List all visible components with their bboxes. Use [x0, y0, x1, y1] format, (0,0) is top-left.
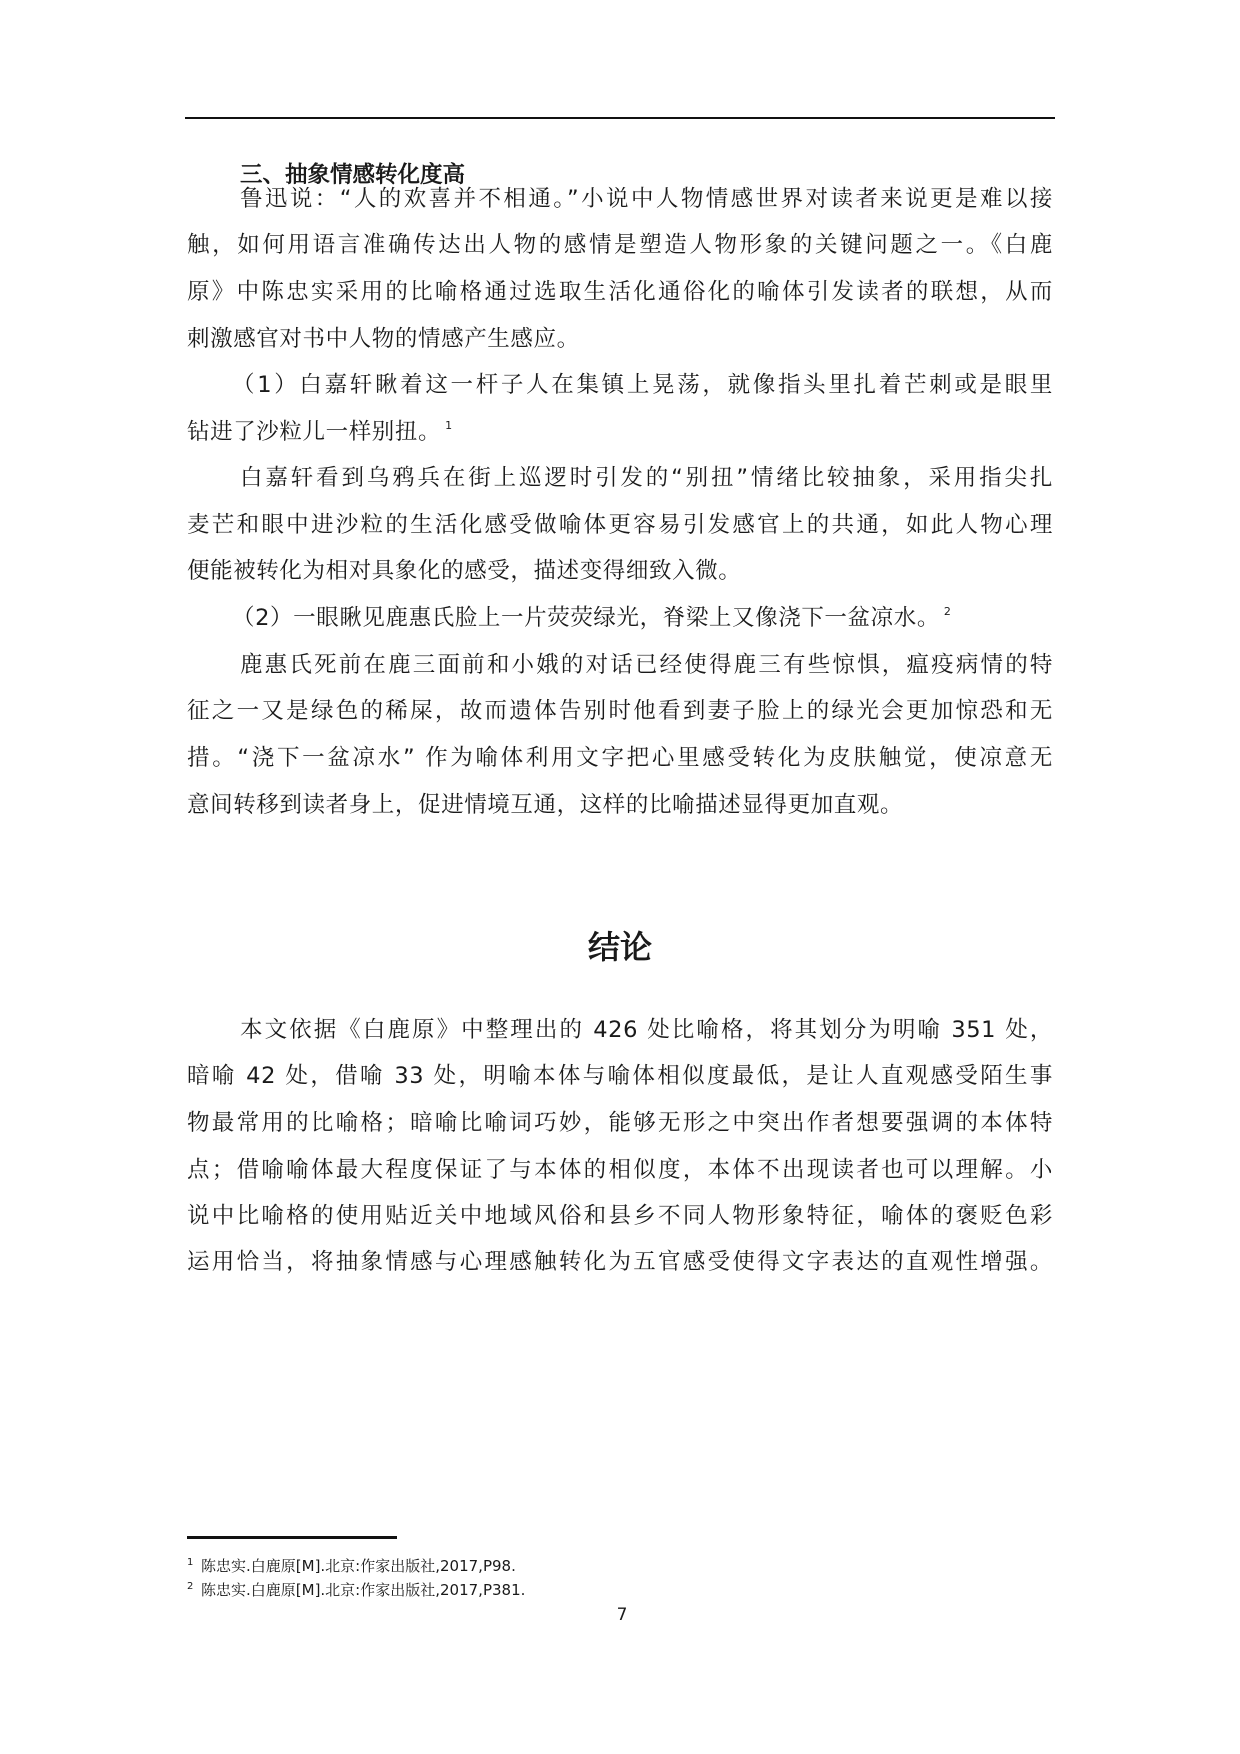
footnote-number: 2: [187, 1581, 194, 1592]
conclusion-line: 点；借喻喻体最大程度保证了与本体的相似度，本体不出现读者也可以理解。小: [187, 1157, 1053, 1183]
paragraph-line: 刺激感官对书中人物的情感产生感应。: [187, 326, 580, 352]
footnote-text: 陈忠实.白鹿原[M].北京:作家出版社,2017,P381.: [201, 1581, 526, 1599]
header-rule: [185, 117, 1055, 119]
conclusion-line: 物最常用的比喻格；暗喻比喻词巧妙，能够无形之中突出作者想要强调的本体特: [187, 1110, 1053, 1136]
paragraph-line: 意间转移到读者身上，促进情境互通，这样的比喻描述显得更加直观。: [187, 792, 904, 818]
section-heading: 三、抽象情感转化度高: [240, 162, 466, 188]
paragraph-line: 麦芒和眼中进沙粒的生活化感受做喻体更容易引发感官上的共通，如此人物心理: [187, 512, 1053, 538]
conclusion-line: 运用恰当，将抽象情感与心理感触转化为五官感受使得文字表达的直观性增强。: [187, 1249, 1053, 1275]
footnote-ref[interactable]: 1: [445, 419, 453, 432]
paragraph-line: 征之一又是绿色的稀屎，故而遗体告别时他看到妻子脸上的绿光会更加惊恐和无: [187, 698, 1053, 724]
footnote-rule: [187, 1536, 397, 1539]
footnote-2: [187, 1579, 525, 1601]
paragraph-line: 便能被转化为相对具象化的感受，描述变得细致入微。: [187, 558, 742, 584]
paragraph-line: 触，如何用语言准确传达出人物的感情是塑造人物形象的关键问题之一。《白鹿: [187, 232, 1053, 258]
footnote-1: [187, 1555, 516, 1577]
page-number-container: [0, 1605, 1240, 1625]
paragraph-line: 措。“浇下一盆凉水” 作为喻体利用文字把心里感受转化为皮肤触觉，使凉意无: [187, 745, 1053, 771]
conclusion-line: 暗喻 42 处，借喻 33 处，明喻本体与喻体相似度最低，是让人直观感受陌生事: [187, 1063, 1053, 1089]
example-line: （1）白嘉轩瞅着这一杆子人在集镇上晃荡，就像指头里扎着芒刺或是眼里: [232, 372, 1053, 398]
paragraph-line: 鹿惠氏死前在鹿三面前和小娥的对话已经使得鹿三有些惊惧，瘟疫病情的特: [240, 652, 1053, 678]
example-text: 钻进了沙粒儿一样别扭。: [187, 419, 442, 445]
example-text: （2）一眼瞅见鹿惠氏脸上一片荧荧绿光，脊梁上又像浇下一盆凉水。: [232, 605, 940, 631]
footnote-text: 陈忠实.白鹿原[M].北京:作家出版社,2017,P98.: [201, 1557, 516, 1575]
example-line: [232, 603, 1098, 633]
paragraph-line: 鲁迅说：“人的欢喜并不相通。”小说中人物情感世界对读者来说更是难以接: [240, 186, 1053, 212]
footnote-ref[interactable]: 2: [943, 605, 952, 618]
conclusion-line: 说中比喻格的使用贴近关中地域风俗和县乡不同人物形象特征，喻体的褒贬色彩: [187, 1203, 1053, 1229]
conclusion-line: 本文依据《白鹿原》中整理出的 426 处比喻格，将其划分为明喻 351 处，: [240, 1017, 1053, 1043]
example-line: [187, 417, 1053, 447]
paragraph-line: 白嘉轩看到乌鸦兵在街上巡逻时引发的“别扭”情绪比较抽象，采用指尖扎: [240, 465, 1053, 491]
paragraph-line: 原》中陈忠实采用的比喻格通过选取生活化通俗化的喻体引发读者的联想，从而: [187, 279, 1053, 305]
conclusion-heading: 结论: [587, 928, 652, 966]
page-number: 7: [616, 1605, 628, 1625]
footnote-number: 1: [187, 1557, 194, 1568]
